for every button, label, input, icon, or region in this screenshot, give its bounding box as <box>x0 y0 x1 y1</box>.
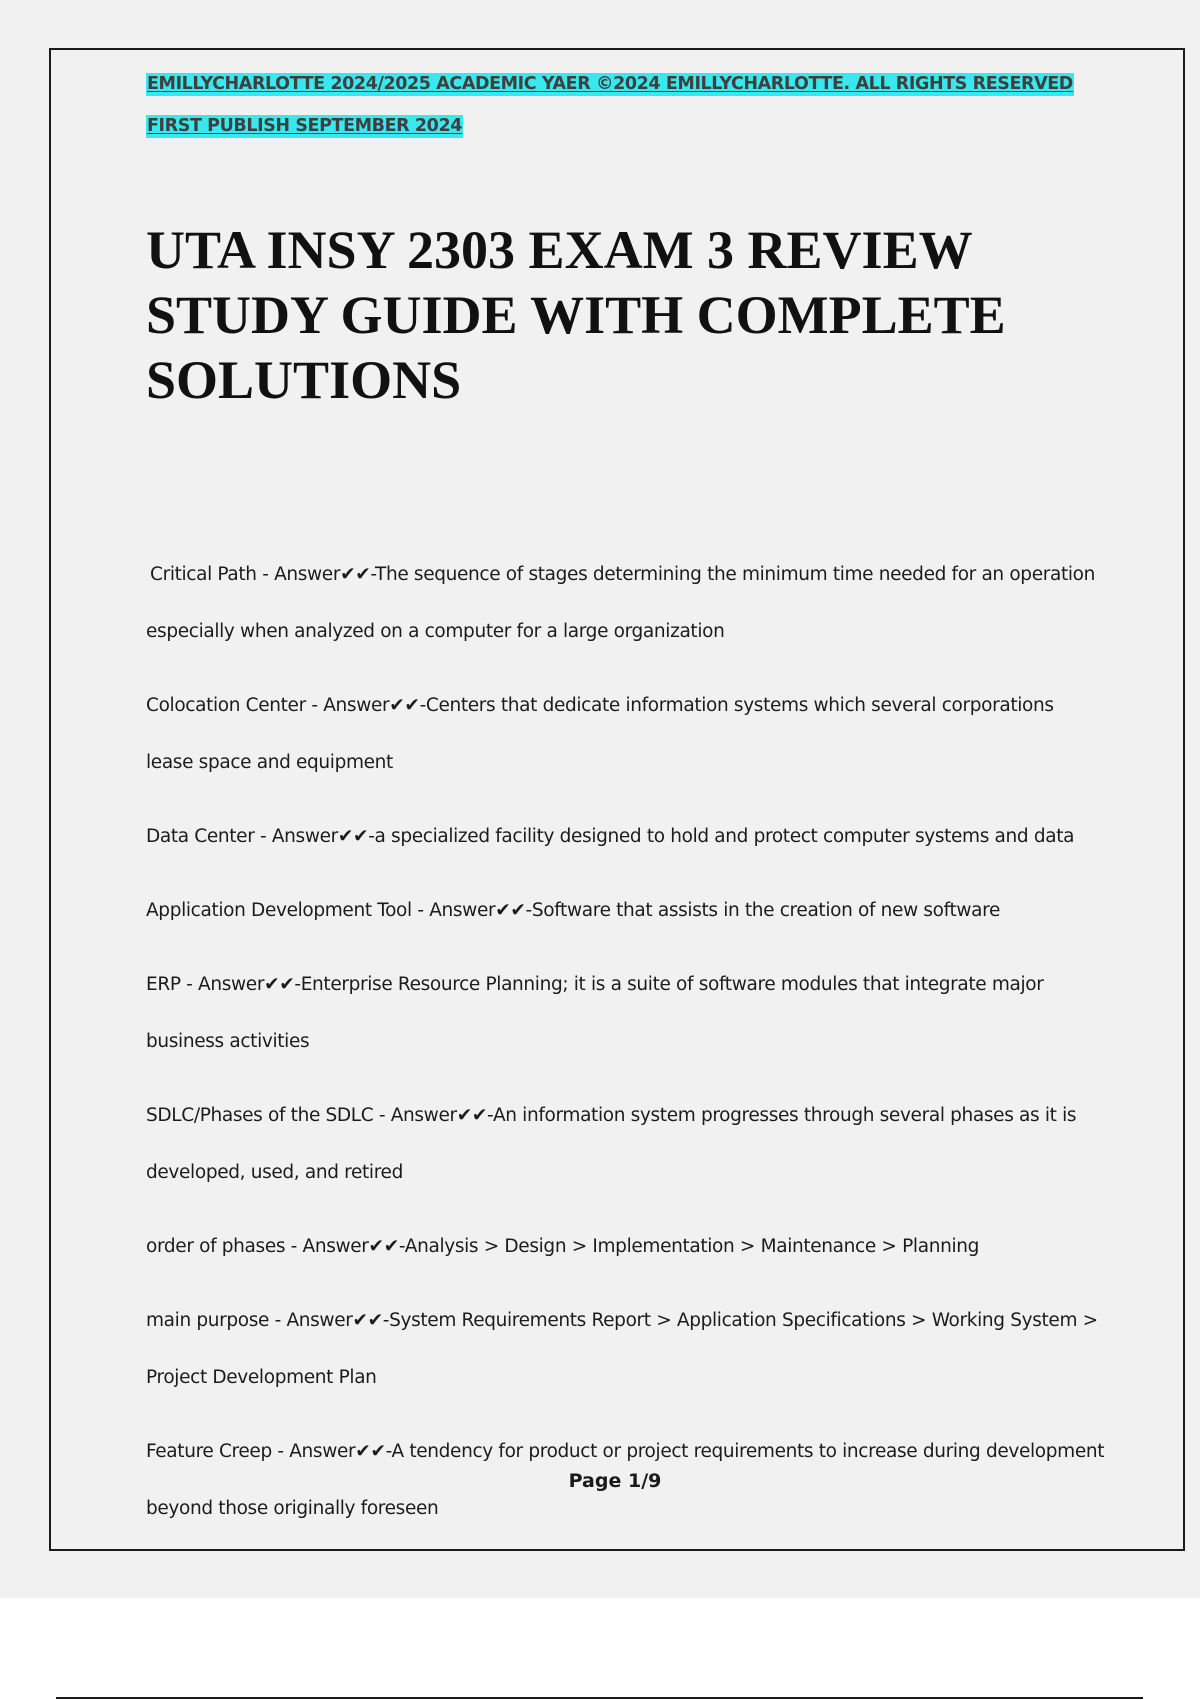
qa-item-sdlc: SDLC/Phases of the SDLC - Answer✔✔-An information system progresses through several phases as it is developed, used, and retired <box>146 1105 1077 1183</box>
document-title: UTA INSY 2303 EXAM 3 REVIEW STUDY GUIDE WITH COMPLETE SOLUTIONS <box>146 220 1006 410</box>
qa-item-feature-creep: Feature Creep - Answer✔✔-A tendency for product or project requirements to increase during development beyond those originally foreseen <box>146 1441 1105 1519</box>
copyright-header-text: EMILLYCHARLOTTE 2024/2025 ACADEMIC YAER ©2024 EMILLYCHARLOTTE. ALL RIGHTS RESERVED <box>147 74 1073 94</box>
qa-item-erp: ERP - Answer✔✔-Enterprise Resource Planning; it is a suite of software modules that integrate major business activities <box>146 974 1044 1052</box>
qa-item-application-development-tool: Application Development Tool - Answer✔✔-Software that assists in the creation of new software <box>146 900 1001 921</box>
publish-date-header <box>146 114 463 138</box>
copyright-header <box>146 72 1074 96</box>
publish-date-text: FIRST PUBLISH SEPTEMBER 2024 <box>147 116 463 136</box>
qa-item-colocation-center: Colocation Center - Answer✔✔-Centers that dedicate information systems which several corporations lease space and equipment <box>146 695 1054 773</box>
qa-item-order-of-phases: order of phases - Answer✔✔-Analysis > Design > Implementation > Maintenance > Planning <box>146 1236 980 1257</box>
qa-item-critical-path: Critical Path - Answer✔✔-The sequence of stages determining the minimum time needed for an operation especially when analyzed on a computer for a large organization <box>146 564 1096 642</box>
qa-item-main-purpose: main purpose - Answer✔✔-System Requirements Report > Application Specifications > Working System > Project Development Plan <box>146 1310 1098 1388</box>
qa-item-data-center: Data Center - Answer✔✔-a specialized facility designed to hold and protect computer systems and data <box>146 826 1075 847</box>
qa-list <box>146 546 1106 1554</box>
next-page-top-rule <box>56 1697 1143 1699</box>
page-number: Page 1/9 <box>568 1470 662 1492</box>
